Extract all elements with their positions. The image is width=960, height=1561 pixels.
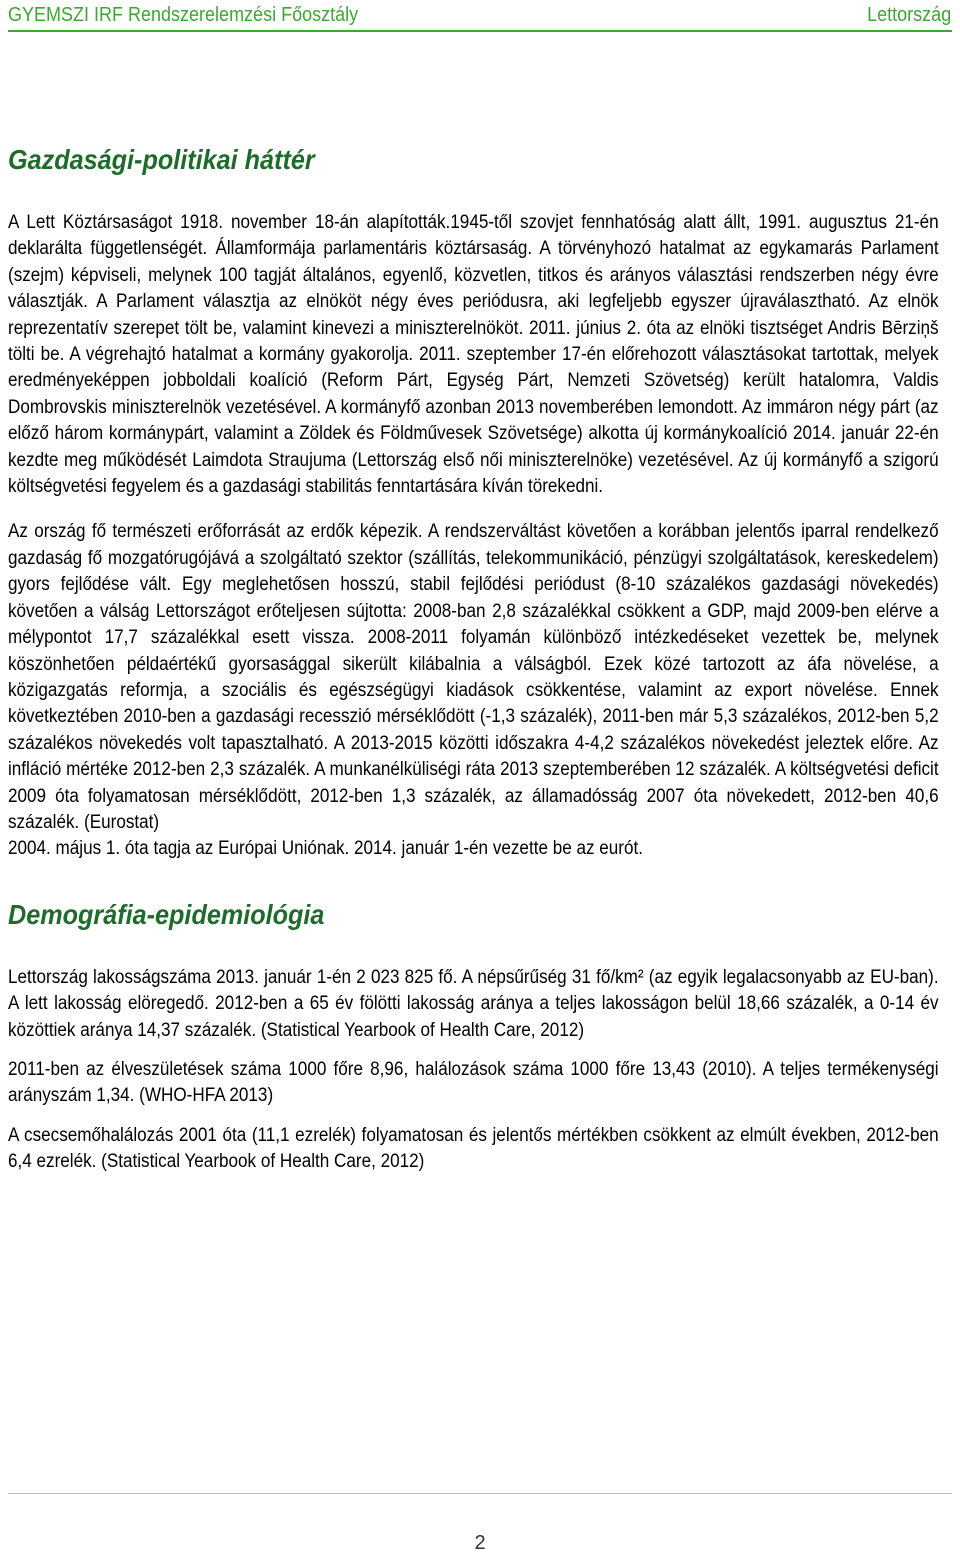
footer-divider [8, 1493, 952, 1494]
paragraph-economy: Az ország fő természeti erőforrását az erdők képezik. A rendszerváltást követően a korábban jelentős iparral rendelkező gazdaság fő mozgatórugójává a szolgáltató szektor (szállítás, telekommunikáció, pénzügyi szolgáltatások, kereskedelem) gyors fejlődése vált. Egy meglehetősen hosszú, stabil fejlődési periódust (8-10 százalékos gazdasági növekedés) követően a válság Lettországot erőteljesen sújtotta: 2008-ban 2,8 százalékkal csökkent a GDP, majd 2009-ben elérve a mélypontot 17,7 százalékkal esett vissza. 2008-2011 folyamán különböző intézkedéseket vezettek be, melynek köszönhetően példaértékű gyorsasággal sikerült kilábalnia a válságból. Ezek közé tartozott az áfa növelése, a közigazgatás reformja, a szociális és egészségügyi kiadások csökkentése, valamint az export növelése. Ennek következtében 2010-ben a gazdasági recesszió mérséklődött (-1,3 százalék), 2011-ben már 5,3 százalékos, 2012-ben 5,2 százalékos növekedés volt tapasztalható. A 2013-2015 közötti időszakra 4-4,2 százalékos növekedést jeleztek előre. Az infláció mértéke 2012-ben 2,3 százalék. A munkanélküliségi ráta 2013 szeptemberében 12 százalék. A költségvetési deficit 2009 óta folyamatosan mérséklődött, 2012-ben 1,3 százalék, az államadósság 2007 óta növekedett, 2012-ben 40,6 százalék. (Eurostat) [8, 521, 939, 833]
paragraph-politics: A Lett Köztársaságot 1918. november 18-án alapították.1945-től szovjet fennhatóság alatt állt, 1991. augusztus 21-én deklarálta függetlenségét. Államformája parlamentáris köztársaság. A törvényhozó hatalmat az egykamarás Parlament (szejm) képviseli, melynek 100 tagját általános, egyenlő, közvetlen, titkos és arányos választási rendszerben négy évre választják. A Parlament választja az elnököt négy éves periódusra, aki legfeljebb egyszer újraválasztható. Az elnök reprezentatív szerepet tölt be, valamint kinevezi a miniszterelnököt. 2011. június 2. óta az elnöki tisztséget Andris Bērziņš tölti be. A végrehajtó hatalmat a kormány gyakorolja. 2011. szeptember 17-én előrehozott választásokat tartottak, melyek eredményeképpen jobboldali koalíció (Reform Párt, Egység Párt, Nemzeti Szövetség) került hatalomra, Valdis Dombrovskis miniszterelnök vezetésével. A kormányfő azonban 2013 novemberében lemondott. Az immáron négy párt (az előző három kormánypárt, valamint a Zöldek és Földművesek Szövetsége) alkotta új kormánykoalíció 2014. január 22-én kezdte meg működését Laimdota Straujuma (Lettország első női miniszterelnöke) vezetésével. Az új kormányfő a szigorú költségvetési fegyelem és a gazdasági stabilitás fenntartására kíván törekedni. [8, 212, 939, 498]
paragraph-births-deaths: 2011-ben az élveszületések száma 1000 főre 8,96, halálozások száma 1000 főre 13,43 (2010). A teljes termékenységi arányszám 1,34. (WHO-HFA 2013) [8, 1058, 939, 1107]
header-divider [8, 30, 952, 32]
document-body [8, 140, 939, 1176]
paragraph-eu-membership: 2004. május 1. óta tagja az Európai Uniónak. 2014. január 1-én vezette be az eurót. [8, 838, 644, 860]
section-title-demography: Demográfia-epidemiológia [8, 898, 325, 930]
paragraph-infant-mortality: A csecsemőhalálozás 2001 óta (11,1 ezrelék) folyamatosan és jelentős mértékben csökkent az elmúlt években, 2012-ben 6,4 ezrelék. (Statistical Yearbook of Health Care, 2012) [8, 1124, 939, 1173]
page-header [8, 0, 951, 30]
paragraph-population: Lettország lakosságszáma 2013. január 1-én 2 023 825 fő. A népsűrűség 31 fő/km² (az egyik legalacsonyabb az EU-ban). A lett lakosság elöregedő. 2012-ben a 65 év fölötti lakosság aránya a teljes lakosságon belül 18,66 százalék, a 0-14 év közöttiek aránya 14,37 százalék. (Statistical Yearbook of Health Care, 2012) [8, 966, 939, 1041]
page-number: 2 [474, 1532, 486, 1554]
section-title-economy: Gazdasági-politikai háttér [8, 144, 315, 175]
header-country: Lettország [867, 4, 952, 26]
header-organization: GYEMSZI IRF Rendszerelemzési Főosztály [8, 4, 359, 26]
